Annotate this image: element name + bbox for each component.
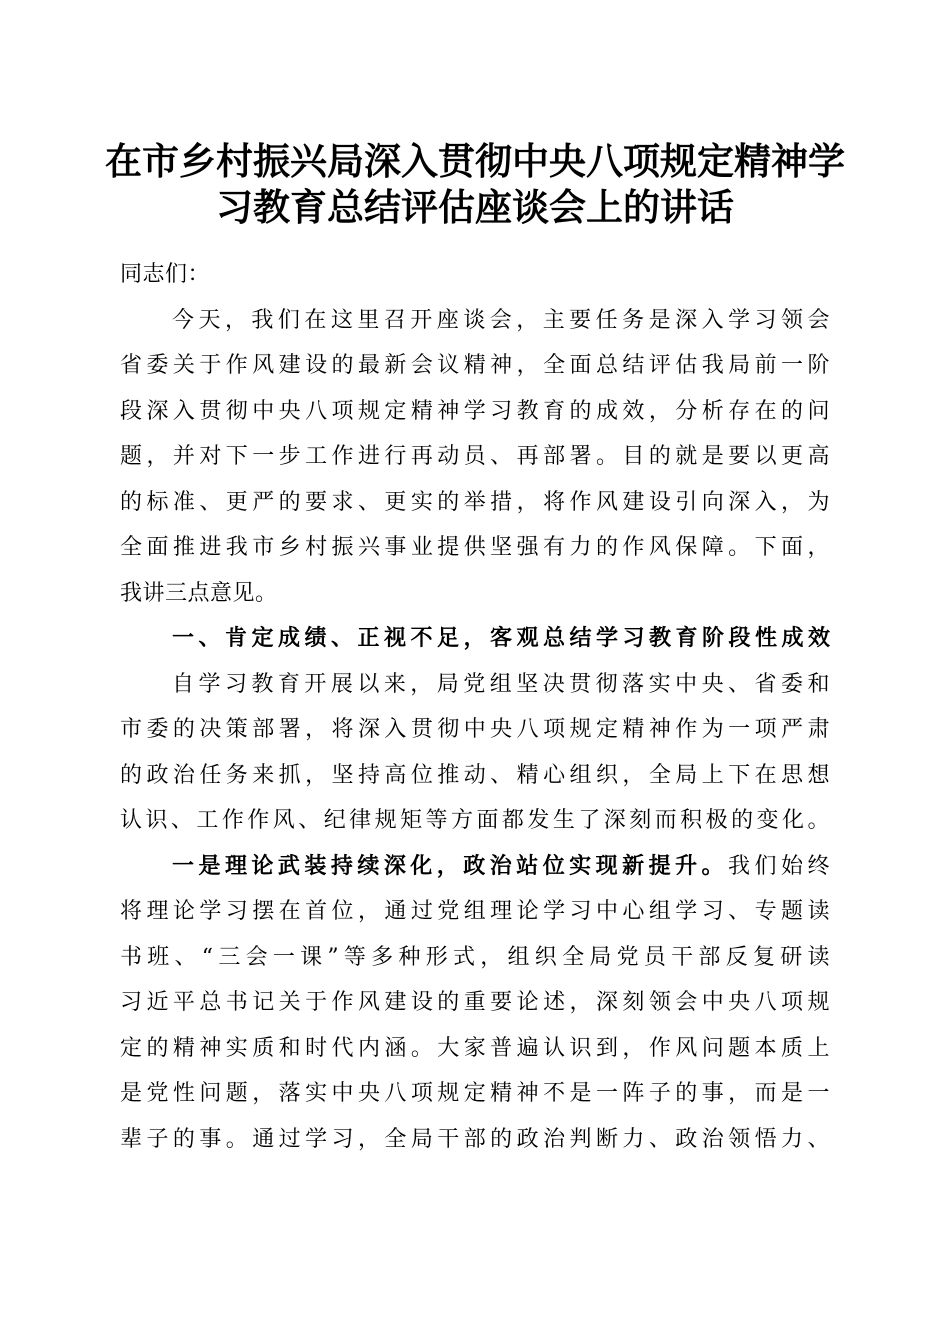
- paragraph-first-line: [120, 844, 830, 890]
- paragraph-line: 省委关于作风建设的最新会议精神，全面总结评估我局前一阶: [120, 353, 830, 378]
- paragraph-line: 辈子的事。通过学习，全局干部的政治判断力、政治领悟力、: [120, 1126, 830, 1152]
- paragraph-line: 今天，我们在这里召开座谈会，主要任务是深入学习领会: [172, 307, 830, 333]
- paragraph-line: 习近平总书记关于作风建设的重要论述，深刻领会中央八项规: [120, 990, 830, 1015]
- paragraph-line: 自学习教育开展以来，局党组坚决贯彻落实中央、省委和: [172, 671, 830, 697]
- paragraph-opening: [120, 298, 830, 617]
- paragraph-line: 定的精神实质和时代内涵。大家普遍认识到，作风问题本质上: [120, 1035, 830, 1061]
- paragraph-line: 将理论学习摆在首位，通过党组理论学习中心组学习、专题读: [120, 899, 830, 924]
- lead-rest-text: 我们始终: [728, 853, 830, 879]
- paragraph-line: 认识、工作作风、纪律规矩等方面都发生了深刻而积极的变化。: [120, 808, 830, 833]
- paragraph-achievements-intro: [120, 662, 830, 844]
- paragraph-line: 的政治任务来抓，坚持高位推动、精心组织，全局上下在思想: [120, 762, 830, 788]
- paragraph-line: 市委的决策部署，将深入贯彻中央八项规定精神作为一项严肃: [120, 717, 830, 742]
- paragraph-line: 题，并对下一步工作进行再动员、再部署。目的就是要以更高: [120, 444, 830, 469]
- paragraph-line: 我讲三点意见。: [120, 580, 278, 606]
- document-body: [120, 252, 830, 1162]
- title-line-1: 在市乡村振兴局深入贯彻中央八项规定精神学: [105, 139, 845, 183]
- paragraph-theory-study: [120, 844, 830, 1163]
- paragraph-line: 全面推进我市乡村振兴事业提供坚强有力的作风保障。下面，: [120, 535, 830, 560]
- salutation: 同志们：: [120, 262, 211, 287]
- section-heading-1: 一、肯定成绩、正视不足，客观总结学习教育阶段性成效: [172, 626, 830, 651]
- paragraph-line: 是党性问题，落实中央八项规定精神不是一阵子的事，而是一: [120, 1081, 830, 1106]
- paragraph-line: 段深入贯彻中央八项规定精神学习教育的成效，分析存在的问: [120, 398, 830, 424]
- bold-lead-sentence: 一是理论武装持续深化，政治站位实现新提升。: [172, 852, 729, 879]
- title-line-2: 习教育总结评估座谈会上的讲话: [216, 185, 734, 229]
- paragraph-line: 书班、“三会一课”等多种形式，组织全局党员干部反复研读: [120, 944, 830, 970]
- paragraph-line: 的标准、更严的要求、更实的举措，将作风建设引向深入，为: [120, 489, 830, 515]
- document-title: [100, 138, 850, 230]
